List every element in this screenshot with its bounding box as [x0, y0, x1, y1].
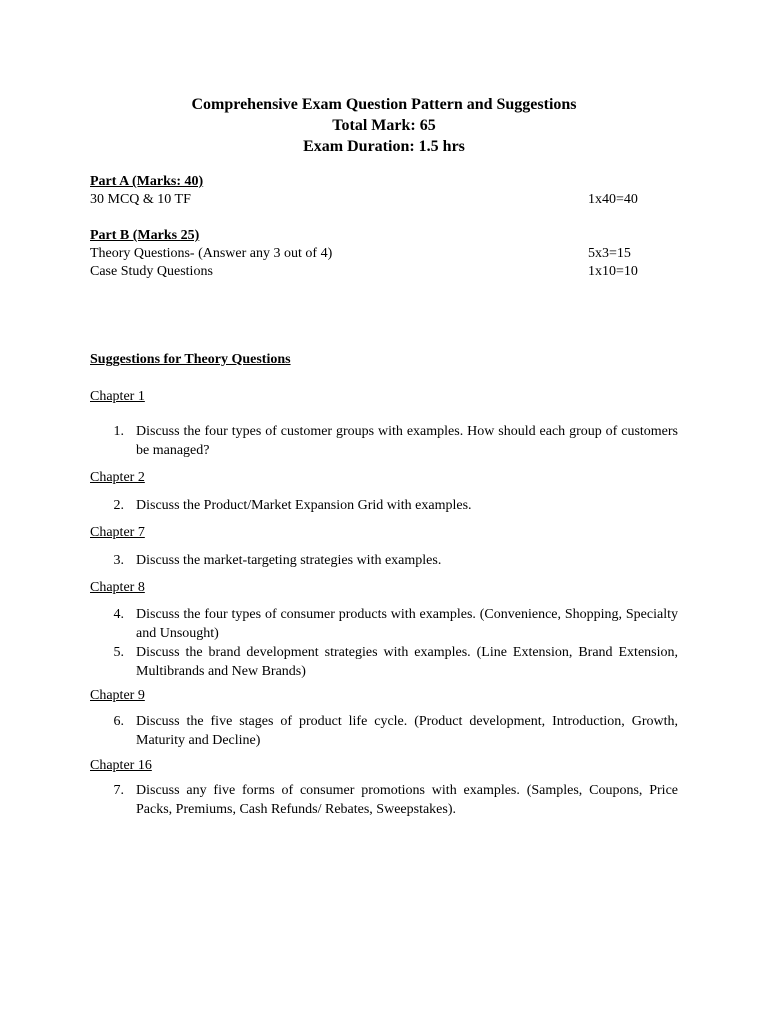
part-b-row-theory-marks: 5x3=15 [588, 246, 631, 261]
question-item [90, 643, 678, 681]
question-item [90, 781, 678, 819]
part-a-row-marks: 1x40=40 [588, 192, 638, 207]
question-number: 1. [113, 424, 124, 439]
part-b-row-case-label: Case Study Questions [90, 264, 213, 279]
question-number: 4. [113, 607, 124, 622]
question-text: Discuss any five forms of consumer promotions with examples. (Samples, Coupons, Price Packs, Premiums, Cash Refunds/ Rebates, Sweepstakes). [136, 783, 678, 817]
chapter-heading: Chapter 8 [90, 580, 145, 595]
question-item [90, 496, 678, 515]
question-text: Discuss the four types of customer groups with examples. How should each group of customers be managed? [136, 424, 678, 458]
question-number: 5. [113, 645, 124, 660]
suggestions-heading: Suggestions for Theory Questions [90, 352, 291, 367]
part-b-row-case-marks: 1x10=10 [588, 264, 638, 279]
question-item [90, 551, 678, 570]
chapter-heading: Chapter 2 [90, 470, 145, 485]
question-text: Discuss the Product/Market Expansion Grid with examples. [136, 498, 472, 513]
part-a-row-label: 30 MCQ & 10 TF [90, 192, 191, 207]
question-text: Discuss the market-targeting strategies with examples. [136, 553, 442, 568]
total-mark: Total Mark: 65 [332, 117, 436, 134]
document-title: Comprehensive Exam Question Pattern and Suggestions [191, 96, 577, 113]
part-b-heading: Part B (Marks 25) [90, 228, 200, 243]
question-number: 3. [113, 553, 124, 568]
question-item [90, 712, 678, 750]
question-item [90, 605, 678, 643]
chapter-heading: Chapter 16 [90, 758, 152, 773]
exam-duration: Exam Duration: 1.5 hrs [303, 138, 465, 155]
question-number: 6. [113, 714, 124, 729]
chapter-heading: Chapter 7 [90, 525, 145, 540]
question-text: Discuss the four types of consumer products with examples. (Convenience, Shopping, Specialty and Unsought) [136, 607, 678, 641]
title-block [0, 94, 768, 157]
question-text: Discuss the five stages of product life cycle. (Product development, Introduction, Growth, Maturity and Decline) [136, 714, 678, 748]
question-number: 2. [113, 498, 124, 513]
part-b-row-theory-label: Theory Questions- (Answer any 3 out of 4) [90, 246, 333, 261]
question-number: 7. [113, 783, 124, 798]
part-a-heading: Part A (Marks: 40) [90, 174, 204, 189]
question-text: Discuss the brand development strategies with examples. (Line Extension, Brand Extension, Multibrands and New Brands) [136, 645, 678, 679]
chapter-heading: Chapter 9 [90, 688, 145, 703]
chapter-heading: Chapter 1 [90, 389, 145, 404]
question-item [90, 422, 678, 460]
